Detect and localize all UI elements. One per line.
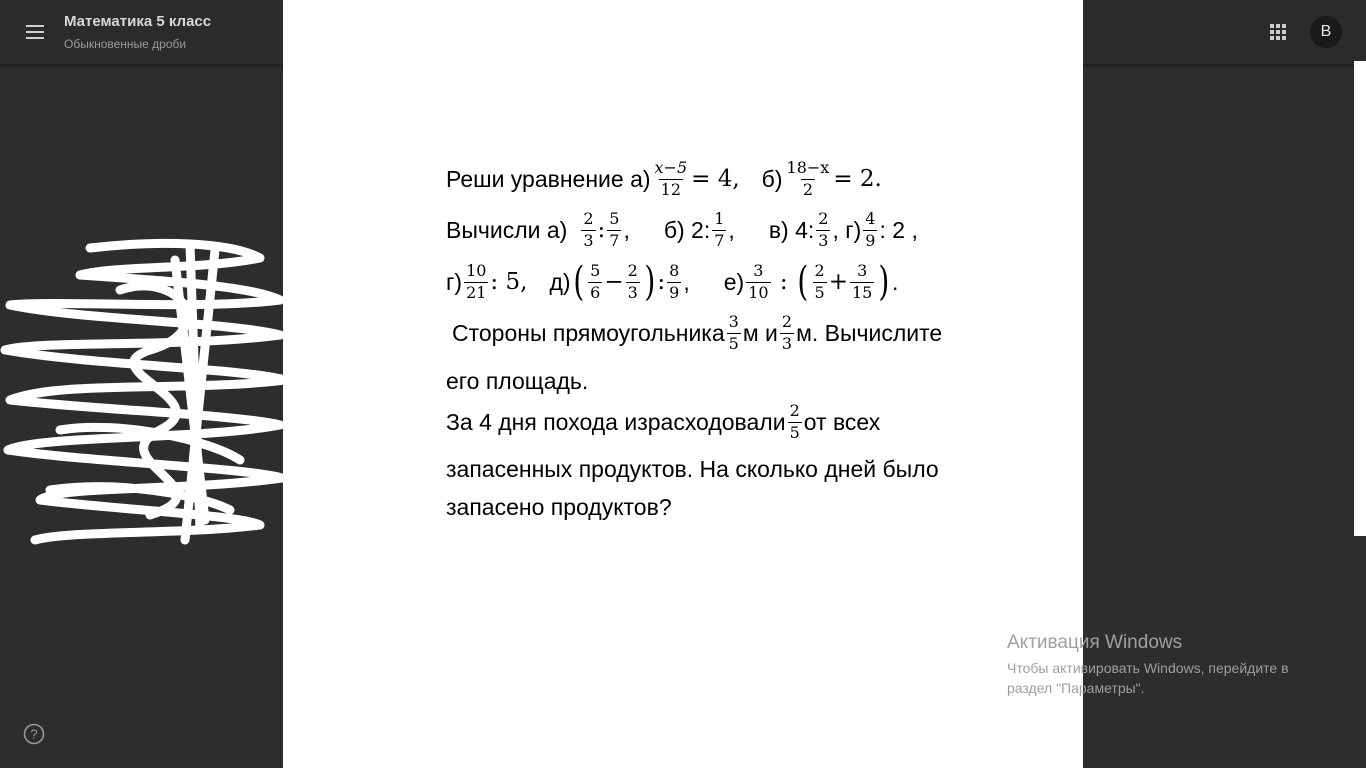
- fraction: $\frac{2}{3}$: [818, 209, 829, 250]
- fraction: $\frac{10}{21}$: [466, 260, 487, 302]
- fraction: $\frac{8}{9}$: [669, 260, 680, 302]
- fraction: $\frac{x-5}{12}$: [654, 158, 688, 199]
- scrollbar[interactable]: [1354, 61, 1366, 536]
- task-text-line: запасенных продуктов. На сколько дней было: [446, 456, 939, 482]
- watermark-text: Чтобы активировать Windows, перейдите в раздел "Параметры".: [1007, 660, 1289, 696]
- help-circle-icon: [23, 726, 45, 749]
- task-text: За 4 дня похода израсходовали: [446, 408, 786, 435]
- fraction: $\frac{3}{15}$: [852, 260, 873, 302]
- item-label: , г): [832, 216, 862, 243]
- task-text: Стороны прямоугольника: [452, 319, 725, 346]
- fraction: $\frac{2}{3}$: [627, 260, 638, 302]
- task-rectangle-line: [452, 314, 942, 353]
- item-label: б): [761, 165, 783, 192]
- task-hike-line: [446, 403, 880, 442]
- task-text: м. Вычислите: [796, 319, 943, 346]
- fraction: $\frac{18-x}{2}$: [786, 158, 830, 199]
- item-label: д): [549, 268, 571, 295]
- hamburger-menu-icon: [20, 20, 50, 44]
- task-equations-line: [446, 160, 882, 199]
- document-subtitle: Обыкновенные дроби: [64, 37, 187, 51]
- item-label: в) 4:: [768, 216, 815, 243]
- fraction: $\frac{4}{9}$: [865, 209, 876, 250]
- account-avatar[interactable]: В: [1310, 16, 1342, 48]
- equation-rhs: = 4,: [691, 166, 740, 193]
- fraction: $\frac{2}{3}$: [583, 209, 594, 250]
- help-button[interactable]: [23, 723, 45, 745]
- fraction: $\frac{5}{7}$: [609, 209, 620, 250]
- item-label: е): [723, 268, 745, 295]
- windows-activation-watermark: [1007, 632, 1327, 698]
- task-compute-line-2: г) $\frac{10}{21}$ : 5, д) ( $\frac{5}{6}$ − $\frac{2}{3}$ ) : $\frac{8}{9}$ , е) $\frac{3}{10}$ : ( $\frac{2}{5}$ + $\frac{3}{15}$ ) .: [446, 259, 899, 305]
- fraction: $\frac{2}{5}$: [789, 401, 800, 442]
- apps-button[interactable]: [1266, 20, 1290, 44]
- fraction: $\frac{2}{3}$: [781, 312, 793, 353]
- fraction: $\frac{5}{6}$: [590, 260, 601, 302]
- fraction: $\frac{3}{5}$: [728, 312, 739, 353]
- task-label-equations: Реши уравнение а): [446, 165, 651, 192]
- item-label: г): [446, 268, 463, 295]
- task-text-line: запасено продуктов?: [446, 494, 672, 520]
- task-label-compute: Вычисли а): [446, 216, 568, 243]
- task-text: от всех: [803, 408, 881, 435]
- task-text-line: его площадь.: [446, 368, 589, 394]
- watermark-title: Активация Windows: [1007, 632, 1183, 653]
- apps-grid-icon: [1266, 31, 1290, 48]
- equation-rhs: = 2.: [833, 166, 882, 193]
- expression-tail: : 2 ,: [879, 216, 918, 243]
- fraction: $\frac{3}{10}$: [748, 260, 769, 302]
- task-compute-line-1: Вычисли а) $\frac{2}{3}$ : $\frac{5}{7}$ , б) 2: $\frac{1}{7}$ , в) 4: $\frac{2}{3}$ , г) $\frac{4}{9}$ : 2 ,: [446, 209, 918, 250]
- document-title: Математика 5 класс: [64, 13, 212, 30]
- scribble-drawing: [0, 230, 290, 560]
- fraction: $\frac{2}{5}$: [814, 260, 825, 302]
- task-text: м и: [742, 319, 778, 346]
- fraction: $\frac{1}{7}$: [714, 209, 725, 250]
- document-page: [283, 0, 1083, 768]
- menu-button[interactable]: [20, 20, 50, 44]
- expression-tail: : 5,: [490, 269, 528, 295]
- item-label: б) 2:: [663, 216, 711, 243]
- svg-text:?: ?: [30, 726, 38, 742]
